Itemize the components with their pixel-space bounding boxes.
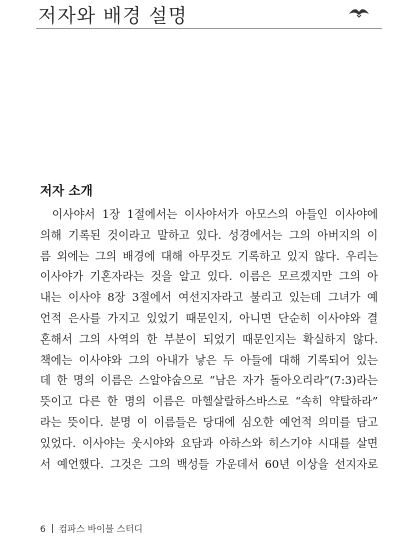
text-line: 이사야가 기혼자라는 것을 알고 있다. 이름은 모르겠지만 그의 아 xyxy=(40,270,378,284)
bird-ornament-icon xyxy=(348,6,370,18)
text-line: 데 한 명의 이름은 스알야숩으로 “남은 자가 돌아오리라”(7:3)라는 xyxy=(40,374,378,388)
page-footer xyxy=(40,522,143,535)
footer-divider xyxy=(52,524,53,533)
text-line: 있었다. 이사야는 웃시야와 요담과 아하스와 히스기야 시대를 살면 xyxy=(40,436,378,450)
text-line: 의해 기록된 것이라고 말하고 있다. 성경에서는 그의 아버지의 이 xyxy=(40,228,378,242)
text-line: 언적 은사를 가지고 있었기 때문인지, 아니면 단순히 이사야와 결 xyxy=(40,311,378,325)
page-header xyxy=(0,0,420,30)
text-line: 라는 뜻이다. 분명 이 이름들은 당대에 심오한 예언적 의미를 담고 xyxy=(40,415,378,429)
header-rule xyxy=(36,28,382,29)
text-line: 혼해서 그의 사역의 한 부분이 되었기 때문인지는 확실하지 않다. xyxy=(40,332,378,346)
page-number: 6 xyxy=(40,525,46,535)
text-line: 책에는 이사야와 그의 아내가 낳은 두 아들에 대해 기록되어 있는 xyxy=(40,353,378,367)
text-line: 서 예언했다. 그것은 그의 백성들 가운데서 60년 이상을 선지자로 xyxy=(40,457,378,471)
series-title: 컴파스 바이블 스터디 xyxy=(58,525,143,535)
section-heading: 저자 소개 xyxy=(40,183,93,198)
text-line: 이사야서 1장 1절에서는 이사야서가 아모스의 아들인 이사야에 xyxy=(52,208,378,221)
body-text xyxy=(40,205,378,475)
chapter-title: 저자와 배경 설명 xyxy=(38,5,188,27)
text-line: 름 외에는 그의 배경에 대해 아무것도 기록하고 있지 않다. 우리는 xyxy=(40,249,378,263)
text-line: 뜻이고 다른 한 명의 이름은 마헬살랄하스바스로 “속히 약탈하라” xyxy=(40,395,378,409)
text-line: 내는 이사야 8장 3절에서 여선지자라고 불리고 있는데 그녀가 예 xyxy=(40,291,378,305)
